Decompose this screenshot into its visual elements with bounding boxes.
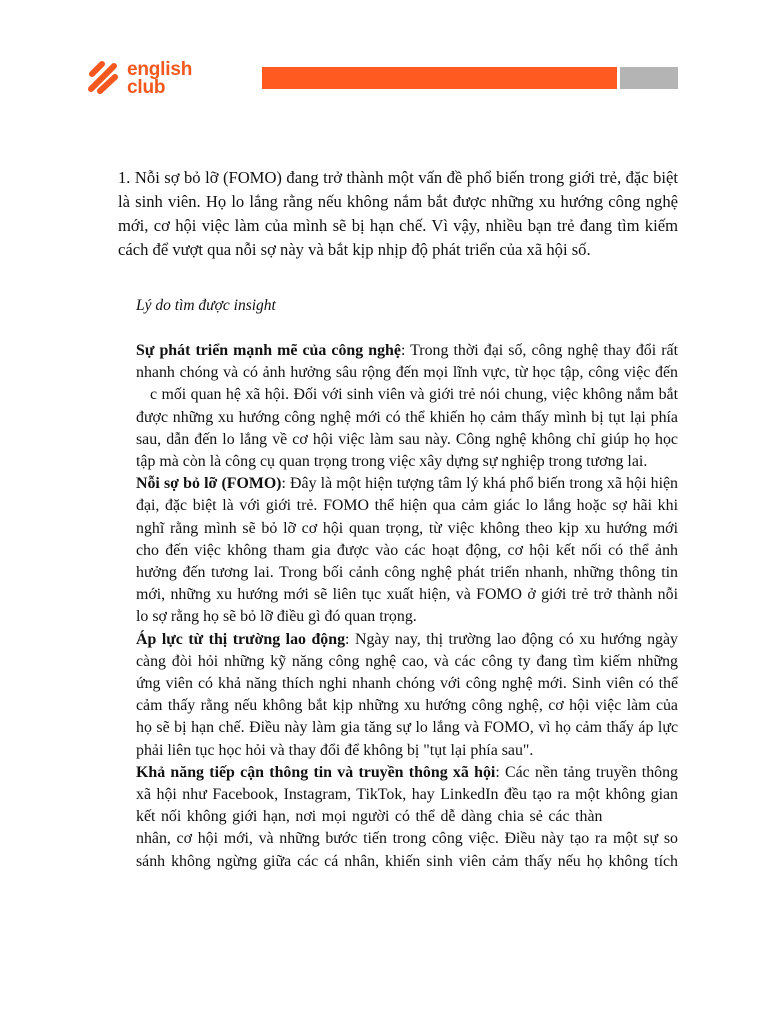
text-line: nhân, cơ hội mới, và những bước tiến trong công việc. Điều này tạo ra một sự so: [136, 830, 678, 848]
section: [136, 629, 678, 762]
section: [136, 473, 678, 628]
section-label: Khả năng tiếp cận thông tin và truyền thông xã hội: [136, 763, 496, 781]
intro-paragraph: [118, 166, 678, 262]
logo-line-2: club: [127, 77, 166, 98]
section-label: Nỗi sợ bỏ lỡ (FOMO): [136, 475, 282, 493]
text-line: phải liên tục học hỏi và thay đổi để không bị "tụt lại phía sau".: [136, 741, 534, 759]
section: [136, 340, 678, 473]
text-line: mới, những xu hướng mới sẽ liên tục xuất hiện, và FOMO ở giới trẻ trở thành nỗi: [136, 586, 678, 604]
text-line: là sinh viên. Họ lo lắng rằng nếu không nắm bắt được những xu hướng công nghệ: [118, 192, 678, 211]
insight-heading: Lý do tìm được insight: [136, 297, 276, 314]
section-label: Sự phát triển mạnh mẽ của công nghệ: [136, 342, 401, 359]
text-line: lo sợ rằng họ sẽ bỏ lỡ điều gì đó quan trọng.: [136, 608, 417, 626]
text-line: được những xu hướng công nghệ mới có thể khiến họ cảm thấy mình bị tụt lại phía: [136, 408, 678, 426]
english-club-logo[interactable]: [86, 57, 200, 97]
text-line: nhanh chóng và có ảnh hưởng sâu rộng đến mọi lĩnh vực, từ học tập, công việc đến: [136, 364, 678, 382]
logo-wordmark: [127, 61, 192, 97]
text-line: cảm thấy rằng nếu không bắt kịp những xu hướng công nghệ, cơ hội việc làm của: [136, 697, 678, 715]
text-line: cách để vượt qua nỗi sợ này và bắt kịp nhịp độ phát triển của xã hội số.: [118, 240, 591, 259]
section: [136, 762, 678, 873]
text-line: cho đến việc không tham gia được vào các hoạt động, cơ hội kết nối có thể ảnh: [136, 541, 678, 559]
section-first-line: [136, 629, 678, 651]
text-line: sánh không ngừng giữa các cá nhân, khiến sinh viên cảm thấy nếu họ không tích: [136, 852, 678, 870]
header-gray-box: [620, 67, 678, 89]
section-label: Áp lực từ thị trường lao động: [136, 630, 346, 648]
section-text: : Trong thời đại số, công nghệ thay đổi rất: [400, 342, 678, 359]
text-line: nghĩ rằng mình sẽ bỏ lỡ cơ hội quan trọng, từ việc không theo kịp xu hướng mới: [136, 519, 678, 537]
text-line: họ sẽ bị hạn chế. Điều này làm gia tăng sự lo lắng và FOMO, vì họ cảm thấy áp lực: [136, 719, 678, 737]
text-line: tập mà còn là công cụ quan trọng trong việc xây dựng sự nghiệp trong tương lai.: [136, 453, 648, 471]
text-line: c mối quan hệ xã hội. Đối với sinh viên và giới trẻ nói chung, việc không nắm bắt: [150, 386, 678, 404]
section-text: : Các nền tảng truyền thông: [495, 763, 678, 781]
section-first-line: [136, 340, 678, 362]
header-orange-bar: [262, 67, 617, 89]
text-line: sau, dẫn đến lo lắng về cơ hội việc làm sau này. Công nghệ không chỉ giúp họ học: [136, 430, 678, 448]
text-line: xã hội như Facebook, Instagram, TikTok, hay LinkedIn đều tạo ra một không gian: [136, 786, 678, 804]
text-line: kết nối không giới hạn, nơi mọi người có thể dễ dàng chia sẻ các thàn: [136, 808, 603, 826]
body-sections: [136, 340, 678, 873]
text-line: ứng viên có khả năng thích nghi nhanh chóng với công nghệ mới. Sinh viên có thể: [136, 675, 678, 693]
text-line: đại, đặc biệt là với giới trẻ. FOMO thể hiện qua cảm giác lo lắng hoặc sợ hãi khi: [136, 497, 678, 515]
text-line: 1. Nỗi sợ bỏ lỡ (FOMO) đang trở thành một vấn đề phổ biến trong giới trẻ, đặc biệt: [118, 168, 678, 187]
section-text: : Ngày nay, thị trường lao động có xu hướng ngày: [345, 630, 678, 648]
text-line: càng đòi hỏi những kỹ năng công nghệ cao, và các công ty đang tìm kiếm những: [136, 652, 678, 670]
section-text: : Đây là một hiện tượng tâm lý khá phổ biến trong xã hội hiện: [281, 475, 678, 493]
english-club-logo-icon: [86, 58, 122, 96]
section-first-line: [136, 762, 678, 784]
text-line: mới, cơ hội việc làm của mình sẽ bị hạn chế. Vì vậy, nhiều bạn trẻ đang tìm kiếm: [118, 216, 678, 235]
section-first-line: [136, 473, 678, 495]
text-line: hưởng đến tương lai. Trong bối cảnh công nghệ phát triển nhanh, những thông tin: [136, 564, 678, 582]
logo-line-1: english: [127, 59, 193, 80]
